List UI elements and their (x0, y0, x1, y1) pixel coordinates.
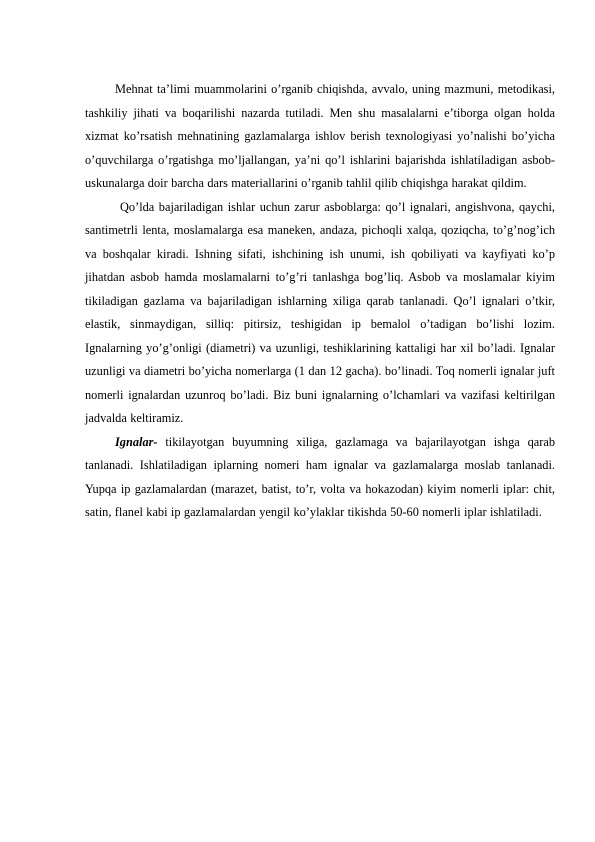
term-needles: Ignalar- (115, 434, 158, 449)
paragraph-needles-text: tikilayotgan buyumning xiliga, gazlamaga va bajarilayotgan ishga qarab tanlanadi. Ishlatiladigan iplarning nomeri ham ignalar va gazlamalarga moslab tanlanadi. Yupqa ip gazlamalardan (marazet, batist, to’r, volta va hokazodan) kiyim nomerli iplar: chit, satin, flanel kabi ip gazlamalardan yengil ko’ylaklar tikishda 50-60 nomerli iplar ishlatiladi. (85, 434, 555, 519)
document-body (85, 78, 555, 525)
paragraph-needles (85, 431, 555, 525)
paragraph-intro: Mehnat ta’limi muammolarini o’rganib chiqishda, avvalo, uning mazmuni, metodikasi, tashkiliy jihati va boqarilishi nazarda tutiladi. Men shu masalalarni e’tiborga olgan holda xizmat ko’rsatish mehnatining gazlamalarga ishlov berish texnologiyasi yo’nalishi bo’yicha o’quvchilarga o’rgatishga mo’ljallangan, ya’ni qo’l ishlarini bajarishda ishlatiladigan asbob-uskunalarga doir barcha dars materiallarini o’rganib tahlil qilib chiqishga harakat qildim. (85, 82, 555, 190)
paragraph-tools: Qo’lda bajariladigan ishlar uchun zarur asboblarga: qo’l ignalari, angishvona, qaychi, santimetrli lenta, moslamalarga esa maneken, andaza, pichoqli xalqa, qoziqcha, to’g’nog’ich va boshqalar kiradi. Ishning sifati, ishchining ish unumi, ish qobiliyati va kayfiyati ko’p jihatdan asbob hamda moslamalarni to’g’ri tanlashga bog’liq. Asbob va moslamalar kiyim tikiladigan gazlama va bajariladigan ishlarning xiliga qarab tanlanadi. Qo’l ignalari o’tkir, elastik, sinmaydigan, silliq: pitirsiz, teshigidan ip bemalol o’tadigan bo’lishi lozim. Ignalarning yo’g’onligi (diametri) va uzunligi, teshiklarining kattaligi har xil bo’ladi. Ignalar uzunligi va diametri bo’yicha nomerlarga (1 dan 12 gacha). bo’linadi. Toq nomerli ignalar juft nomerli ignalardan uzunroq bo’ladi. Biz buni ignalarning o’lchamlari va vazifasi keltirilgan jadvalda keltiramiz. (85, 199, 555, 425)
